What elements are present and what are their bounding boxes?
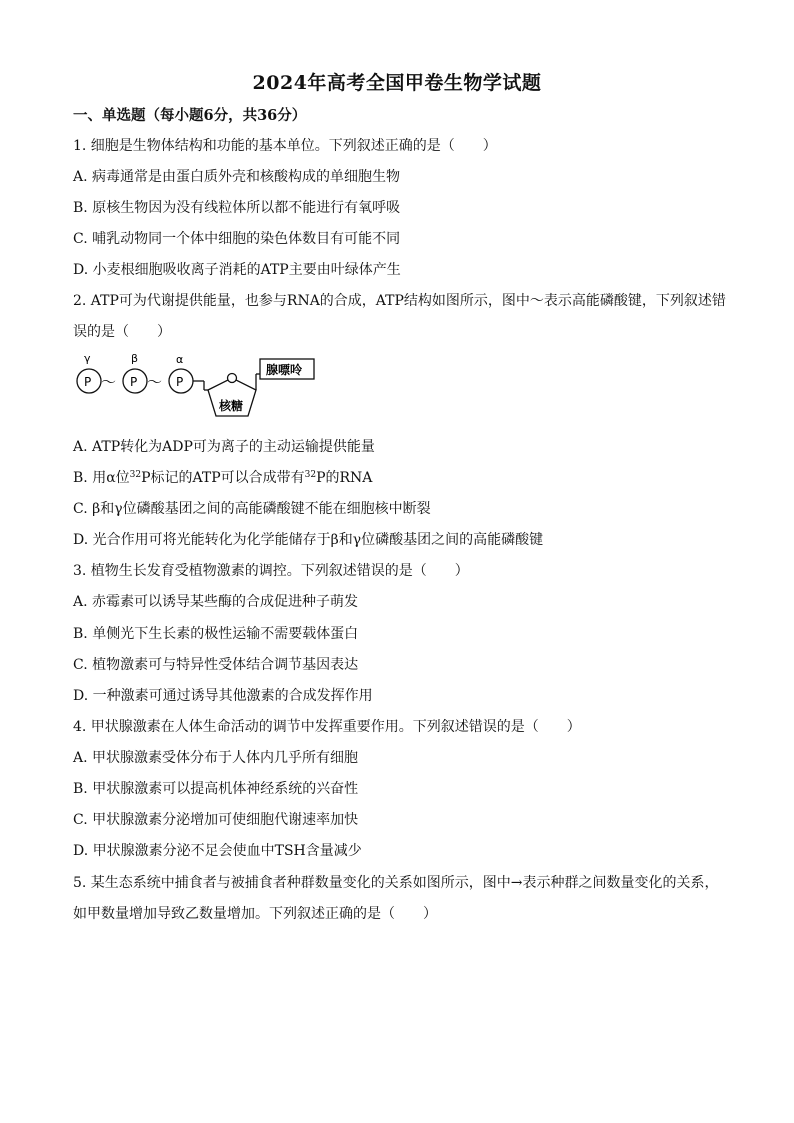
q3-option-c: C. 植物激素可与特异性受体结合调节基因表达 — [73, 657, 359, 673]
q4-option-a: A. 甲状腺激素受体分布于人体内几乎所有细胞 — [73, 750, 359, 766]
q2-option-a: A. ATP转化为ADP可为离子的主动运输提供能量 — [73, 439, 375, 455]
q5-stem-line1: 5. 某生态系统中捕食者与被捕食者种群数量变化的关系如图所示，图中→表示种群之间数量变化的关系， — [73, 875, 719, 891]
q1-option-b: B. 原核生物因为没有线粒体所以都不能进行有氧呼吸 — [73, 200, 401, 216]
beta-label: β — [131, 352, 139, 365]
q4-option-d: D. 甲状腺激素分泌不足会使血中TSH含量减少 — [73, 843, 362, 859]
q2-option-d: D. 光合作用可将光能转化为化学能储存于β和γ位磷酸基团之间的高能磷酸键 — [73, 532, 544, 548]
phosphate-beta-label: P — [130, 375, 138, 389]
q2-option-b: B. 用α位$^{32}$P标记的ATP可以合成带有$^{32}$P的RNA — [73, 470, 373, 486]
q3-option-d: D. 一种激素可通过诱导其他激素的合成发挥作用 — [73, 688, 373, 704]
atp-structure-diagram — [72, 350, 332, 422]
q1-stem: 1. 细胞是生物体结构和功能的基本单位。下列叙述正确的是（ ） — [73, 138, 497, 154]
q2-stem-line2: 误的是（ ） — [73, 324, 171, 340]
q4-stem: 4. 甲状腺激素在人体生命活动的调节中发挥重要作用。下列叙述错误的是（ ） — [73, 719, 581, 735]
q4-option-c: C. 甲状腺激素分泌增加可使细胞代谢速率加快 — [73, 812, 359, 828]
adenine-label: 腺嘌呤 — [266, 363, 303, 377]
ribose-label: 核糖 — [219, 399, 244, 413]
section-heading: 一、单选题（每小题6分，共36分） — [73, 107, 307, 124]
gamma-label: γ — [84, 352, 91, 365]
high-energy-bond-2: ～ — [147, 373, 163, 391]
phosphate-gamma-label: P — [84, 375, 92, 389]
page-title: 2024年高考全国甲卷生物学试题 — [252, 72, 542, 94]
q4-option-b: B. 甲状腺激素可以提高机体神经系统的兴奋性 — [73, 781, 359, 797]
q2-stem-line1: 2. ATP可为代谢提供能量，也参与RNA的合成，ATP结构如图所示，图中～表示高能磷酸键，下列叙述错 — [73, 293, 726, 309]
q2-option-c: C. β和γ位磷酸基团之间的高能磷酸键不能在细胞核中断裂 — [73, 501, 431, 517]
q3-option-b: B. 单侧光下生长素的极性运输不需要载体蛋白 — [73, 626, 359, 642]
q1-option-d: D. 小麦根细胞吸收离子消耗的ATP主要由叶绿体产生 — [73, 262, 401, 278]
ring-oxygen — [228, 374, 237, 383]
q3-option-a: A. 赤霉素可以诱导某些酶的合成促进种子萌发 — [73, 594, 359, 610]
alpha-label: α — [176, 353, 184, 366]
phosphate-alpha-label: P — [176, 375, 184, 389]
q5-stem-line2: 如甲数量增加导致乙数量增加。下列叙述正确的是（ ） — [73, 906, 437, 922]
q1-option-c: C. 哺乳动物同一个体中细胞的染色体数目有可能不同 — [73, 231, 401, 247]
q3-stem: 3. 植物生长发育受植物激素的调控。下列叙述错误的是（ ） — [73, 563, 469, 579]
q1-option-a: A. 病毒通常是由蛋白质外壳和核酸构成的单细胞生物 — [73, 169, 401, 185]
high-energy-bond-1: ～ — [101, 373, 117, 391]
